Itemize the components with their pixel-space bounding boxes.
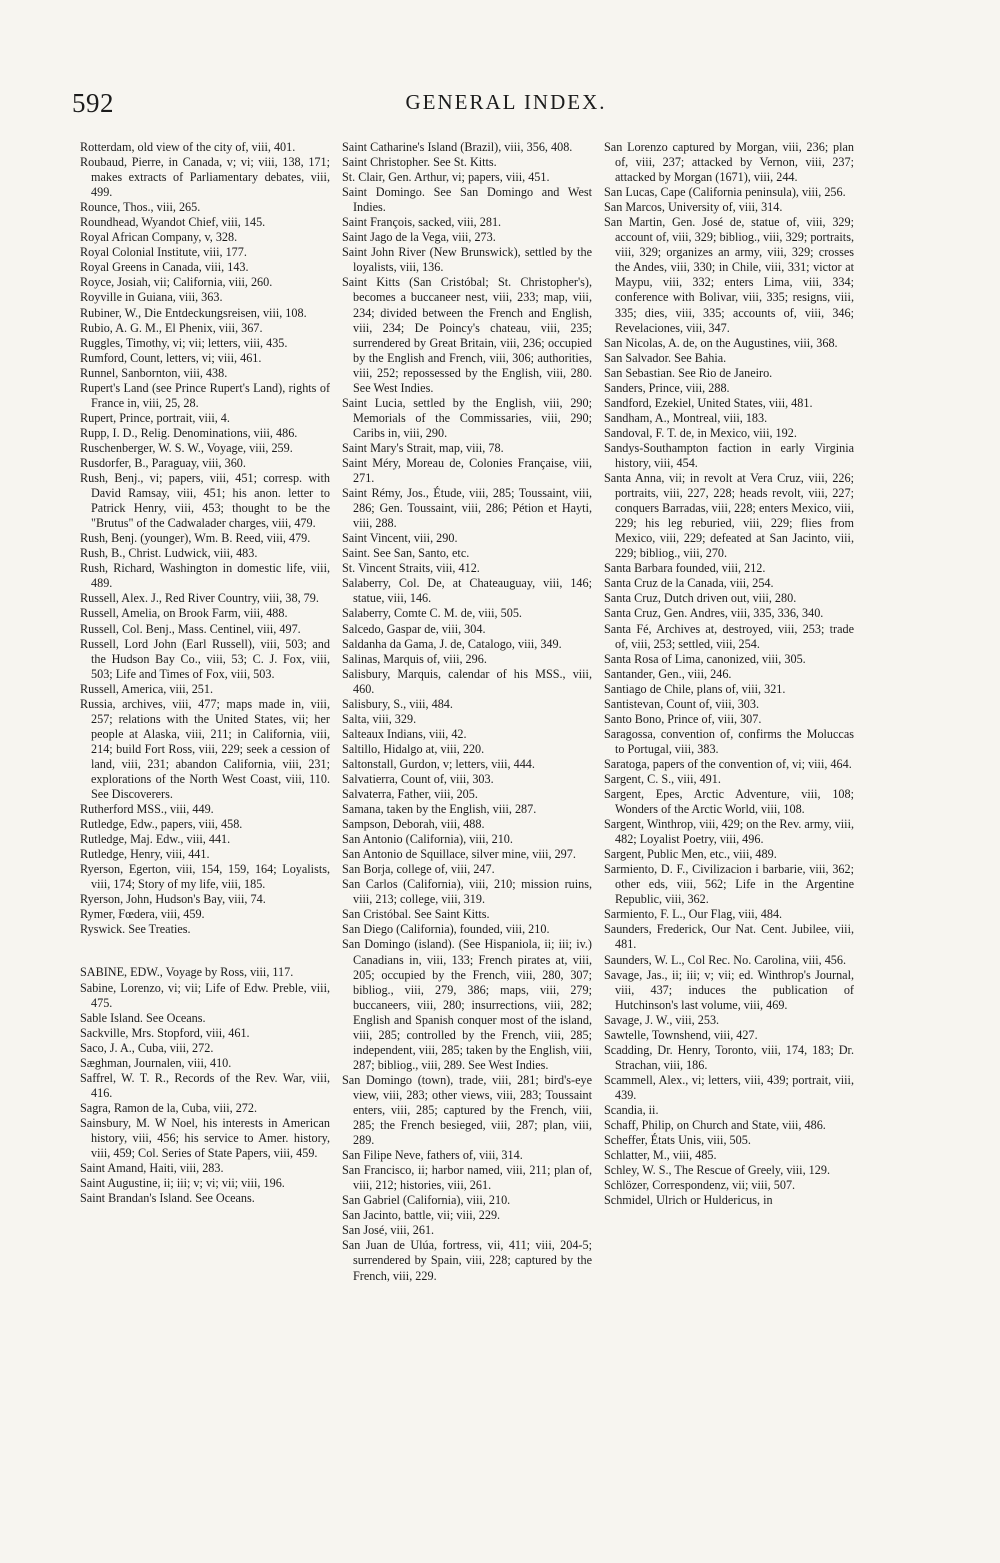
index-entry: Santa Rosa of Lima, canonized, viii, 305. xyxy=(604,651,806,666)
index-entry: Savage, Jas., ii; iii; v; vii; ed. Winthrop's Journal, viii, 437; induces the publication of Hutchinson's last volume, viii, 469. xyxy=(604,967,854,1012)
index-entry: Saltillo, Hidalgo at, viii, 220. xyxy=(342,741,485,756)
index-entry: Santiago de Chile, plans of, viii, 321. xyxy=(604,681,786,696)
index-entry: Scadding, Dr. Henry, Toronto, viii, 174, 183; Dr. Strachan, viii, 186. xyxy=(604,1042,854,1072)
index-entry: Scheffer, États Unis, viii, 505. xyxy=(604,1133,751,1148)
index-entry: Santa Fé, Archives at, destroyed, viii, 253; trade of, viii, 253; settled, viii, 254. xyxy=(604,621,854,651)
index-entry: Saratoga, papers of the convention of, vi; viii, 464. xyxy=(604,756,852,771)
index-entry: Sandford, Ezekiel, United States, viii, 481. xyxy=(604,395,813,410)
index-entry: Rotterdam, old view of the city of, viii, 401. xyxy=(80,140,296,154)
index-entry: Runnel, Sanbornton, viii, 438. xyxy=(80,365,228,380)
index-entry: Russell, Col. Benj., Mass. Centinel, viii, 497. xyxy=(80,621,301,636)
index-entry: Russell, Alex. J., Red River Country, viii, 38, 79. xyxy=(80,591,319,606)
index-entry: Salaberry, Col. De, at Chateauguay, viii, 146; statue, viii, 146. xyxy=(342,576,592,606)
index-entry: Schlatter, M., viii, 485. xyxy=(604,1148,717,1163)
index-entry: Salvatierra, Count of, viii, 303. xyxy=(342,771,494,786)
index-entry: Rupert, Prince, portrait, viii, 4. xyxy=(80,410,230,425)
index-entry: Santo Bono, Prince of, viii, 307. xyxy=(604,711,762,726)
index-entry: Schlözer, Correspondenz, vii; viii, 507. xyxy=(604,1178,796,1193)
index-entry: Rounce, Thos., viii, 265. xyxy=(80,200,201,215)
index-entry: Rush, B., Christ. Ludwick, viii, 483. xyxy=(80,546,258,561)
index-entry: Rutledge, Henry, viii, 441. xyxy=(80,847,210,862)
index-entry: Sagra, Ramon de la, Cuba, viii, 272. xyxy=(80,1100,258,1115)
index-entry: Salisbury, S., viii, 484. xyxy=(342,696,453,711)
index-entry: Salteaux Indians, viii, 42. xyxy=(342,726,467,741)
index-entry: Rupert's Land (see Prince Rupert's Land), rights of France in, viii, 25, 28. xyxy=(80,380,330,410)
index-entry: San Lorenzo captured by Morgan, viii, 236; plan of, viii, 237; attacked by Vernon, viii, 237; attacked by Morgan (1671), viii, 244. xyxy=(604,140,854,185)
index-entry: Sandoval, F. T. de, in Mexico, viii, 192. xyxy=(604,425,797,440)
index-entry: Sarmiento, D. F., Civilizacion i barbarie, viii, 362; other eds, viii, 562; Life in the Argentine Republic, viii, 362. xyxy=(604,862,854,907)
index-entry: Russell, Lord John (Earl Russell), viii, 503; and the Hudson Bay Co., viii, 53; C. J. Fox, viii, 503; Life and Times of Fox, viii, 503. xyxy=(80,636,330,681)
index-entry: Ruggles, Timothy, vi; vii; letters, viii, 435. xyxy=(80,335,288,350)
index-entry: San Cristóbal. See Saint Kitts. xyxy=(342,907,490,922)
index-entry: Sargent, Epes, Arctic Adventure, viii, 108; Wonders of the Arctic World, viii, 108. xyxy=(604,787,854,817)
index-entry: San Juan de Ulúa, fortress, vii, 411; viii, 204-5; surrendered by Spain, viii, 228; captured by the French, viii, 229. xyxy=(342,1238,592,1283)
index-entry: Sandham, A., Montreal, viii, 183. xyxy=(604,410,768,425)
index-entry: Sargent, C. S., viii, 491. xyxy=(604,771,721,786)
index-entry: St. Vincent Straits, viii, 412. xyxy=(342,561,480,576)
index-entry: San Gabriel (California), viii, 210. xyxy=(342,1193,511,1208)
index-entry: Saragossa, convention of, confirms the Moluccas to Portugal, viii, 383. xyxy=(604,726,854,756)
index-entry: Samana, taken by the English, viii, 287. xyxy=(342,802,537,817)
index-entry: Saint Jago de la Vega, viii, 273. xyxy=(342,230,496,245)
index-entry: Saint Domingo. See San Domingo and West Indies. xyxy=(342,185,592,215)
index-entry: San Borja, college of, viii, 247. xyxy=(342,862,495,877)
index-entry: Ryswick. See Treaties. xyxy=(80,922,191,937)
index-entry: San Martin, Gen. José de, statue of, viii, 329; account of, viii, 329; bibliog., viii, 329; portraits, viii, 329; organizes an army, viii, 329; crosses the Andes, viii, 330; in Chile, viii, 331; victor at Maypu, viii, 332; enters Lima, viii, 334; conference with Bolivar, viii, 335; resigns, viii, 335; dies, viii, 335; accounts of, viii, 346; Revelaciones, viii, 347. xyxy=(604,215,854,335)
index-entry: San Sebastian. See Rio de Janeiro. xyxy=(604,365,773,380)
index-entry: Rymer, Fœdera, viii, 459. xyxy=(80,907,205,922)
index-entry: San Lucas, Cape (California peninsula), viii, 256. xyxy=(604,185,846,200)
index-entry: SABINE, EDW., Voyage by Ross, viii, 117. xyxy=(80,965,294,980)
index-entry: Royal Greens in Canada, viii, 143. xyxy=(80,260,249,275)
index-entry: Salcedo, Gaspar de, viii, 304. xyxy=(342,621,486,636)
index-entry: Sanders, Prince, viii, 288. xyxy=(604,380,730,395)
index-entry: Rutledge, Maj. Edw., viii, 441. xyxy=(80,832,231,847)
index-entry: Sawtelle, Townshend, viii, 427. xyxy=(604,1027,758,1042)
index-entry: San Domingo (island). (See Hispaniola, ii; iii; iv.) Canadians in, viii, 133; French pirates at, viii, 205; occupied by the French, viii, 280, 307; bibliog., viii, 279, 386; maps, viii, 279; buccaneers, viii, 280; insurrections, viii, 282; English and Spanish conquer most of the island, viii, 285; controlled by the French, viii, 285; independent, viii, 285; taken by the English, viii, 287; bibliog., viii, 289. See West Indies. xyxy=(342,937,592,1072)
index-entry: San José, viii, 261. xyxy=(342,1223,435,1238)
index-entry: San Salvador. See Bahia. xyxy=(604,350,727,365)
index-entry: Saint Kitts (San Cristóbal; St. Christopher's), becomes a buccaneer nest, viii, 233; map, viii, 234; divided between the French and English, viii, 234; De Poincy's chateau, viii, 235; surrendered by Great Britain, viii, 236; occupied by the English and French, viii, 306; authorities, viii, 252; repossessed by the English, viii, 280. See West Indies. xyxy=(342,275,592,395)
index-entry: Sampson, Deborah, viii, 488. xyxy=(342,817,485,832)
index-entry: Sæghman, Journalen, viii, 410. xyxy=(80,1055,232,1070)
index-entry: Scandia, ii. xyxy=(604,1103,659,1117)
index-entry: Santa Barbara founded, viii, 212. xyxy=(604,561,766,576)
index-entry: Royal Colonial Institute, viii, 177. xyxy=(80,245,247,260)
index-entry: Rutherford MSS., viii, 449. xyxy=(80,802,214,817)
index-entry: Rutledge, Edw., papers, viii, 458. xyxy=(80,817,243,832)
index-entry: Schaff, Philip, on Church and State, viii, 486. xyxy=(604,1118,826,1133)
index-entry: Saint Christopher. See St. Kitts. xyxy=(342,155,497,170)
running-title: GENERAL INDEX. xyxy=(405,90,607,114)
index-entry: Saint Mary's Strait, map, viii, 78. xyxy=(342,440,504,455)
index-entry: Roubaud, Pierre, in Canada, v; vi; viii, 138, 171; makes extracts of Parliamentary debates, viii, 499. xyxy=(80,155,330,200)
index-columns xyxy=(80,140,940,1420)
index-entry: Saint Vincent, viii, 290. xyxy=(342,531,458,546)
index-entry: Saint Lucia, settled by the English, viii, 290; Memorials of the Commissaries, viii, 290; Caribs in, viii, 290. xyxy=(342,395,592,440)
index-entry: Saint Rémy, Jos., Étude, viii, 285; Toussaint, viii, 286; Gen. Toussaint, viii, 286; Pétion et Hayti, viii, 288. xyxy=(342,486,592,531)
index-column-left xyxy=(80,140,330,1420)
index-entry: San Antonio de Squillace, silver mine, viii, 297. xyxy=(342,847,576,862)
index-entry: Rubiner, W., Die Entdeckungsreisen, viii, 108. xyxy=(80,305,307,320)
index-entry: Sackville, Mrs. Stopford, viii, 461. xyxy=(80,1025,250,1040)
index-entry: Ryerson, John, Hudson's Bay, viii, 74. xyxy=(80,892,266,907)
index-entry: San Domingo (town), trade, viii, 281; bird's-eye view, viii, 283; other views, viii, 283; Toussaint enters, viii, 285; captured by the French, viii, 285; the French besieged, viii, 287; plan, viii, 289. xyxy=(342,1072,592,1148)
index-entry: San Nicolas, A. de, on the Augustines, viii, 368. xyxy=(604,335,838,350)
index-entry: Saint Catharine's Island (Brazil), viii, 356, 408. xyxy=(342,140,573,154)
index-entry: Saint Augustine, ii; iii; v; vi; vii; viii, 196. xyxy=(80,1176,285,1191)
index-entry: Saltonstall, Gurdon, v; letters, viii, 444. xyxy=(342,756,535,771)
index-entry: Russell, Amelia, on Brook Farm, viii, 488. xyxy=(80,606,288,621)
index-entry: Rush, Richard, Washington in domestic life, viii, 489. xyxy=(80,561,330,591)
index-entry: Russell, America, viii, 251. xyxy=(80,681,214,696)
index-entry: Sarmiento, F. L., Our Flag, viii, 484. xyxy=(604,907,783,922)
page-number: 592 xyxy=(72,88,114,118)
index-entry: Schley, W. S., The Rescue of Greely, viii, 129. xyxy=(604,1163,830,1178)
index-entry: Santa Cruz, Dutch driven out, viii, 280. xyxy=(604,591,797,606)
index-column-right xyxy=(604,140,854,1420)
index-entry: Schmidel, Ulrich or Huldericus, in xyxy=(604,1193,773,1208)
index-entry: Saint. See San, Santo, etc. xyxy=(342,546,470,561)
index-entry: Salaberry, Comte C. M. de, viii, 505. xyxy=(342,606,522,621)
page-header xyxy=(72,88,940,128)
index-entry: Salinas, Marquis of, viii, 296. xyxy=(342,651,487,666)
index-entry: Salta, viii, 329. xyxy=(342,711,417,726)
index-entry: Rush, Benj., vi; papers, viii, 451; corresp. with David Ramsay, viii, 451; his anon. letter to Patrick Henry, viii, 453; thought to be the "Brutus" of the Cadwalader charges, viii, 479. xyxy=(80,471,330,531)
index-entry: Sabine, Lorenzo, vi; vii; Life of Edw. Preble, viii, 475. xyxy=(80,980,330,1010)
index-entry: Saint François, sacked, viii, 281. xyxy=(342,215,502,230)
index-entry: Royville in Guiana, viii, 363. xyxy=(80,290,223,305)
index-entry: San Jacinto, battle, vii; viii, 229. xyxy=(342,1208,501,1223)
index-entry: Sable Island. See Oceans. xyxy=(80,1010,206,1025)
index-entry: Rubio, A. G. M., El Phenix, viii, 367. xyxy=(80,320,263,335)
index-entry: Rumford, Count, letters, vi; viii, 461. xyxy=(80,350,262,365)
index-entry: Saunders, W. L., Col Rec. No. Carolina, viii, 456. xyxy=(604,952,847,967)
index-entry: Saint John River (New Brunswick), settled by the loyalists, viii, 136. xyxy=(342,245,592,275)
index-entry: Sandys-Southampton faction in early Virginia history, viii, 454. xyxy=(604,440,854,470)
index-entry: Santa Cruz, Gen. Andres, viii, 335, 336, 340. xyxy=(604,606,824,621)
index-entry: Russia, archives, viii, 477; maps made in, viii, 257; relations with the United States, vii; her people at Alaska, viii, 211; in California, viii, 214; build Fort Ross, viii, 229; seek a cession of land, viii, 231; abandon California, viii, 231; explorations of the North West Coast, viii, 110. See Discoverers. xyxy=(80,696,330,802)
index-entry: Santander, Gen., viii, 246. xyxy=(604,666,732,681)
index-entry: Saint Amand, Haiti, viii, 283. xyxy=(80,1161,224,1176)
index-entry: San Filipe Neve, fathers of, viii, 314. xyxy=(342,1148,523,1163)
index-entry: San Francisco, ii; harbor named, viii, 211; plan of, viii, 212; histories, viii, 261. xyxy=(342,1163,592,1193)
index-entry: Saffrel, W. T. R., Records of the Rev. War, viii, 416. xyxy=(80,1070,330,1100)
index-entry: San Carlos (California), viii, 210; mission ruins, viii, 213; college, viii, 319. xyxy=(342,877,592,907)
index-entry: Rush, Benj. (younger), Wm. B. Reed, viii, 479. xyxy=(80,531,311,546)
index-entry: Santistevan, Count of, viii, 303. xyxy=(604,696,760,711)
index-entry: Salisbury, Marquis, calendar of his MSS., viii, 460. xyxy=(342,666,592,696)
index-entry: Sainsbury, M. W Noel, his interests in American history, viii, 456; his service to Amer. history, viii, 459; Col. Series of State Papers, viii, 459. xyxy=(80,1115,330,1161)
index-entry: Sargent, Winthrop, viii, 429; on the Rev. army, viii, 482; Loyalist Poetry, viii, 496. xyxy=(604,817,854,847)
index-entry: Saldanha da Gama, J. de, Catalogo, viii, 349. xyxy=(342,636,562,651)
index-entry: Santa Anna, vii; in revolt at Vera Cruz, viii, 226; portraits, viii, 227, 228; heads revolt, viii, 227; conquers Barradas, viii, 228; enters Mexico, viii, 229; his leg reburied, viii, 229; flies from Mexico, viii, 229; defeated at San Jacinto, viii, 229; bibliog., viii, 270. xyxy=(604,471,854,561)
index-entry: San Diego (California), founded, viii, 210. xyxy=(342,922,550,937)
index-column-middle xyxy=(342,140,592,1420)
index-entry: Saint Méry, Moreau de, Colonies Française, viii, 271. xyxy=(342,455,592,486)
index-entry: St. Clair, Gen. Arthur, vi; papers, viii, 451. xyxy=(342,170,550,185)
index-entry: Santa Cruz de la Canada, viii, 254. xyxy=(604,576,774,591)
index-entry: Rusdorfer, B., Paraguay, viii, 360. xyxy=(80,455,246,470)
index-entry: Saint Brandan's Island. See Oceans. xyxy=(80,1191,255,1206)
index-entry: Scammell, Alex., vi; letters, viii, 439; portrait, viii, 439. xyxy=(604,1072,854,1102)
index-entry: Salvaterra, Father, viii, 205. xyxy=(342,787,478,802)
index-entry: Savage, J. W., viii, 253. xyxy=(604,1012,720,1027)
index-entry: Rupp, I. D., Relig. Denominations, viii, 486. xyxy=(80,425,298,440)
index-entry: Ryerson, Egerton, viii, 154, 159, 164; Loyalists, viii, 174; Story of my life, viii, 185. xyxy=(80,862,330,892)
index-entry: Saunders, Frederick, Our Nat. Cent. Jubilee, viii, 481. xyxy=(604,922,854,952)
index-entry: Roundhead, Wyandot Chief, viii, 145. xyxy=(80,215,266,230)
index-entry: Royal African Company, v, 328. xyxy=(80,230,238,245)
index-entry: San Marcos, University of, viii, 314. xyxy=(604,200,783,215)
index-entry: Sargent, Public Men, etc., viii, 489. xyxy=(604,847,777,862)
index-entry: San Antonio (California), viii, 210. xyxy=(342,832,513,847)
index-entry: Ruschenberger, W. S. W., Voyage, viii, 259. xyxy=(80,440,293,455)
index-entry: Royce, Josiah, vii; California, viii, 260. xyxy=(80,275,273,290)
index-entry: Saco, J. A., Cuba, viii, 272. xyxy=(80,1040,214,1055)
